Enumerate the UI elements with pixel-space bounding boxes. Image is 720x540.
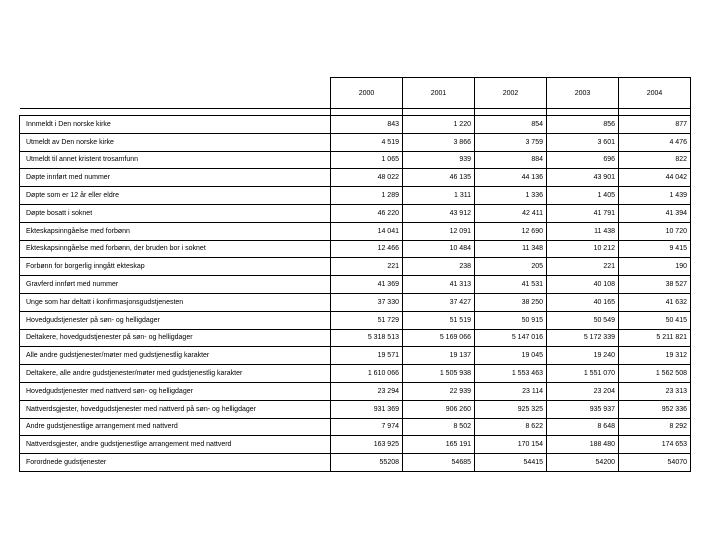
value-cell: 54415 bbox=[475, 454, 547, 472]
value-cell: 1 439 bbox=[619, 187, 691, 205]
table-row bbox=[20, 151, 691, 169]
value-cell: 1 562 508 bbox=[619, 365, 691, 383]
value-cell: 19 312 bbox=[619, 347, 691, 365]
row-label: Unge som har deltatt i konfirmasjonsgudstjenesten bbox=[20, 293, 331, 311]
row-label: Døpte som er 12 år eller eldre bbox=[20, 187, 331, 205]
value-cell: 10 484 bbox=[403, 240, 475, 258]
value-cell: 1 610 066 bbox=[331, 365, 403, 383]
year-header: 2003 bbox=[547, 78, 619, 109]
value-cell: 8 648 bbox=[547, 418, 619, 436]
value-cell: 23 114 bbox=[475, 382, 547, 400]
value-cell: 952 336 bbox=[619, 400, 691, 418]
value-cell: 5 147 016 bbox=[475, 329, 547, 347]
value-cell: 931 369 bbox=[331, 400, 403, 418]
table-row bbox=[20, 365, 691, 383]
year-header: 2002 bbox=[475, 78, 547, 109]
value-cell: 41 369 bbox=[331, 276, 403, 294]
row-label: Forordnede gudstjenester bbox=[20, 454, 331, 472]
value-cell: 19 137 bbox=[403, 347, 475, 365]
row-label: Utmeldt til annet kristent trosamfunn bbox=[20, 151, 331, 169]
row-label: Deltakere, hovedgudstjenester på søn- og helligdager bbox=[20, 329, 331, 347]
value-cell: 221 bbox=[547, 258, 619, 276]
year-header: 2001 bbox=[403, 78, 475, 109]
value-cell: 1 551 070 bbox=[547, 365, 619, 383]
value-cell: 1 289 bbox=[331, 187, 403, 205]
value-cell: 925 325 bbox=[475, 400, 547, 418]
value-cell: 11 348 bbox=[475, 240, 547, 258]
value-cell: 41 632 bbox=[619, 293, 691, 311]
value-cell: 10 720 bbox=[619, 222, 691, 240]
spacer-cell bbox=[20, 109, 331, 116]
spacer-row bbox=[20, 109, 691, 116]
value-cell: 5 318 513 bbox=[331, 329, 403, 347]
value-cell: 37 330 bbox=[331, 293, 403, 311]
value-cell: 50 549 bbox=[547, 311, 619, 329]
row-label: Døpte bosatt i soknet bbox=[20, 204, 331, 222]
value-cell: 12 690 bbox=[475, 222, 547, 240]
value-cell: 8 292 bbox=[619, 418, 691, 436]
value-cell: 22 939 bbox=[403, 382, 475, 400]
value-cell: 4 519 bbox=[331, 133, 403, 151]
value-cell: 7 974 bbox=[331, 418, 403, 436]
value-cell: 205 bbox=[475, 258, 547, 276]
value-cell: 3 759 bbox=[475, 133, 547, 151]
value-cell: 46 135 bbox=[403, 169, 475, 187]
table-row bbox=[20, 418, 691, 436]
table-row bbox=[20, 204, 691, 222]
value-cell: 12 466 bbox=[331, 240, 403, 258]
table-row bbox=[20, 329, 691, 347]
value-cell: 190 bbox=[619, 258, 691, 276]
value-cell: 1 405 bbox=[547, 187, 619, 205]
value-cell: 10 212 bbox=[547, 240, 619, 258]
spacer-cell bbox=[403, 109, 475, 116]
row-label: Hovedgudstjenester med nattverd søn- og helligdager bbox=[20, 382, 331, 400]
value-cell: 1 065 bbox=[331, 151, 403, 169]
table-row bbox=[20, 133, 691, 151]
header-corner bbox=[20, 78, 331, 109]
value-cell: 1 311 bbox=[403, 187, 475, 205]
value-cell: 23 294 bbox=[331, 382, 403, 400]
value-cell: 38 250 bbox=[475, 293, 547, 311]
row-label: Alle andre gudstjenester/møter med gudstjenestlig karakter bbox=[20, 347, 331, 365]
table-row bbox=[20, 454, 691, 472]
value-cell: 1 553 463 bbox=[475, 365, 547, 383]
value-cell: 854 bbox=[475, 116, 547, 134]
row-label: Gravferd innført med nummer bbox=[20, 276, 331, 294]
value-cell: 696 bbox=[547, 151, 619, 169]
spacer-cell bbox=[547, 109, 619, 116]
value-cell: 38 527 bbox=[619, 276, 691, 294]
value-cell: 19 571 bbox=[331, 347, 403, 365]
value-cell: 14 041 bbox=[331, 222, 403, 240]
value-cell: 238 bbox=[403, 258, 475, 276]
spacer-cell bbox=[475, 109, 547, 116]
year-header: 2000 bbox=[331, 78, 403, 109]
row-label: Innmeldt i Den norske kirke bbox=[20, 116, 331, 134]
value-cell: 939 bbox=[403, 151, 475, 169]
value-cell: 165 191 bbox=[403, 436, 475, 454]
value-cell: 37 427 bbox=[403, 293, 475, 311]
table-row bbox=[20, 222, 691, 240]
value-cell: 19 240 bbox=[547, 347, 619, 365]
value-cell: 5 172 339 bbox=[547, 329, 619, 347]
value-cell: 843 bbox=[331, 116, 403, 134]
value-cell: 41 394 bbox=[619, 204, 691, 222]
value-cell: 3 601 bbox=[547, 133, 619, 151]
value-cell: 43 912 bbox=[403, 204, 475, 222]
value-cell: 48 022 bbox=[331, 169, 403, 187]
value-cell: 8 622 bbox=[475, 418, 547, 436]
row-label: Deltakere, alle andre gudstjenester/møter med gudstjenestlig karakter bbox=[20, 365, 331, 383]
row-label: Hovedgudstjenester på søn- og helligdager bbox=[20, 311, 331, 329]
row-label: Døpte innført med nummer bbox=[20, 169, 331, 187]
value-cell: 54200 bbox=[547, 454, 619, 472]
value-cell: 51 519 bbox=[403, 311, 475, 329]
table-row bbox=[20, 347, 691, 365]
value-cell: 50 415 bbox=[619, 311, 691, 329]
value-cell: 1 336 bbox=[475, 187, 547, 205]
value-cell: 174 653 bbox=[619, 436, 691, 454]
value-cell: 44 136 bbox=[475, 169, 547, 187]
value-cell: 170 154 bbox=[475, 436, 547, 454]
value-cell: 51 729 bbox=[331, 311, 403, 329]
value-cell: 188 480 bbox=[547, 436, 619, 454]
table-row bbox=[20, 258, 691, 276]
table-row bbox=[20, 187, 691, 205]
header-row bbox=[20, 78, 691, 109]
value-cell: 40 165 bbox=[547, 293, 619, 311]
value-cell: 221 bbox=[331, 258, 403, 276]
row-label: Nattverdsgjester, andre gudstjenestlige arrangement med nattverd bbox=[20, 436, 331, 454]
value-cell: 935 937 bbox=[547, 400, 619, 418]
value-cell: 46 220 bbox=[331, 204, 403, 222]
table-row bbox=[20, 169, 691, 187]
value-cell: 8 502 bbox=[403, 418, 475, 436]
table-row bbox=[20, 276, 691, 294]
value-cell: 42 411 bbox=[475, 204, 547, 222]
value-cell: 906 260 bbox=[403, 400, 475, 418]
value-cell: 4 476 bbox=[619, 133, 691, 151]
spacer-cell bbox=[619, 109, 691, 116]
value-cell: 163 925 bbox=[331, 436, 403, 454]
row-label: Nattverdsgjester, hovedgudstjenester med nattverd på søn- og helligdager bbox=[20, 400, 331, 418]
value-cell: 55208 bbox=[331, 454, 403, 472]
value-cell: 877 bbox=[619, 116, 691, 134]
value-cell: 41 791 bbox=[547, 204, 619, 222]
value-cell: 3 866 bbox=[403, 133, 475, 151]
value-cell: 54070 bbox=[619, 454, 691, 472]
row-label: Andre gudstjenestlige arrangement med nattverd bbox=[20, 418, 331, 436]
value-cell: 40 108 bbox=[547, 276, 619, 294]
table-row bbox=[20, 240, 691, 258]
value-cell: 884 bbox=[475, 151, 547, 169]
value-cell: 11 438 bbox=[547, 222, 619, 240]
value-cell: 19 045 bbox=[475, 347, 547, 365]
table-row bbox=[20, 116, 691, 134]
value-cell: 50 915 bbox=[475, 311, 547, 329]
value-cell: 12 091 bbox=[403, 222, 475, 240]
row-label: Forbønn for borgerlig inngått ekteskap bbox=[20, 258, 331, 276]
value-cell: 5 169 066 bbox=[403, 329, 475, 347]
table-row bbox=[20, 400, 691, 418]
year-header: 2004 bbox=[619, 78, 691, 109]
value-cell: 43 901 bbox=[547, 169, 619, 187]
value-cell: 822 bbox=[619, 151, 691, 169]
spacer-cell bbox=[331, 109, 403, 116]
table-row bbox=[20, 293, 691, 311]
value-cell: 856 bbox=[547, 116, 619, 134]
value-cell: 23 313 bbox=[619, 382, 691, 400]
row-label: Utmeldt av Den norske kirke bbox=[20, 133, 331, 151]
row-label: Ekteskapsinngåelse med forbønn bbox=[20, 222, 331, 240]
value-cell: 41 531 bbox=[475, 276, 547, 294]
row-label: Ekteskapsinngåelse med forbønn, der bruden bor i soknet bbox=[20, 240, 331, 258]
value-cell: 5 211 821 bbox=[619, 329, 691, 347]
value-cell: 23 204 bbox=[547, 382, 619, 400]
value-cell: 54685 bbox=[403, 454, 475, 472]
value-cell: 9 415 bbox=[619, 240, 691, 258]
table-row bbox=[20, 382, 691, 400]
table-row bbox=[20, 311, 691, 329]
value-cell: 44 042 bbox=[619, 169, 691, 187]
value-cell: 41 313 bbox=[403, 276, 475, 294]
value-cell: 1 505 938 bbox=[403, 365, 475, 383]
value-cell: 1 220 bbox=[403, 116, 475, 134]
statistics-table bbox=[19, 77, 691, 472]
table-row bbox=[20, 436, 691, 454]
